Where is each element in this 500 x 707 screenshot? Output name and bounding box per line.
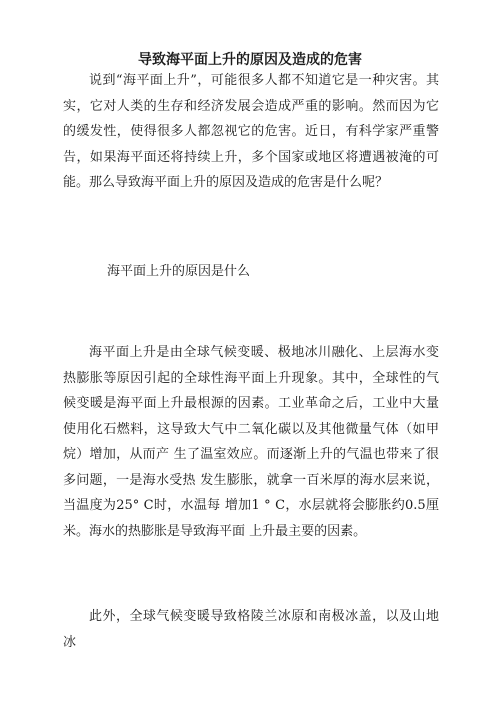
trailing-paragraph: 此外，全球气候变暖导致格陵兰冰原和南极冰盖，以及山地冰 (63, 609, 439, 650)
section-heading: 海平面上升的原因是什么 (107, 264, 251, 279)
body-paragraph: 海平面上升是由全球气候变暖、极地冰川融化、上层海水变热膨胀等原因引起的全球性海平面上升现象。其中，全球性的气候变暖是海平面上升最根源的因素。工业革命之后，工业中大量使用化石燃料，这导致大气中二氧化碳以及其他微量气体（如甲烷）增加，从而产 生了温室效应。而逐渐上升的气温也带来了很多问题，一是海水受热 发生膨胀，就拿一百米厚的海水层来说，当温度为25° C时，水温每 增加1 ° C，水层就将会膨胀约0.5厘米。海水的热膨胀是导致海平面 上升最主要的因素。 (63, 345, 439, 539)
intro-paragraph: 说到“海平面上升”，可能很多人都不知道它是一种灾害。其实，它对人类的生存和经济发展会造成严重的影响。然而因为它的缓发性，使得很多人都忽视它的危害。近日，有科学家严重警告，如果海平面还将持续上升，多个国家或地区将遭遇被淹的可能。那么导致海平面上升的原因及造成的危害是什么呢？ (63, 73, 439, 190)
document-title: 导致海平面上升的原因及造成的危害 (138, 52, 362, 68)
